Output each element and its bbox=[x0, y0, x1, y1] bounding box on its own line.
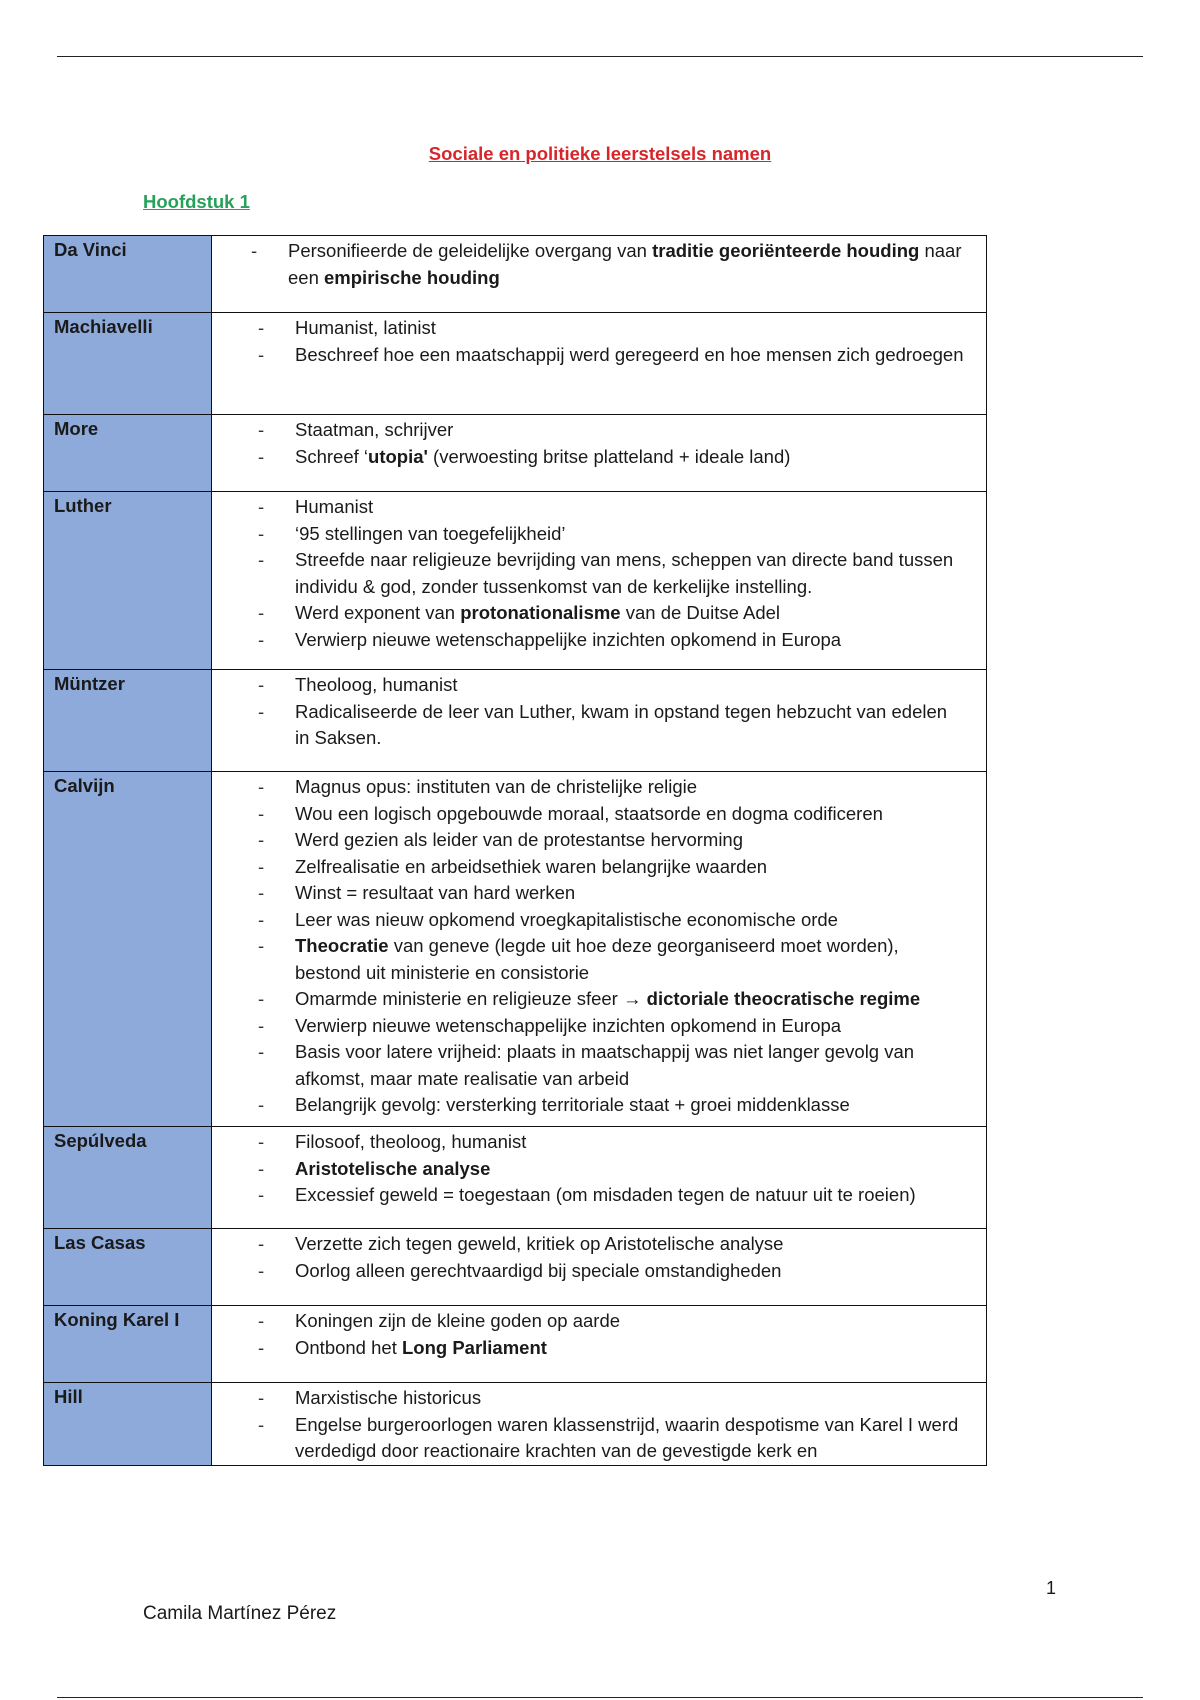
person-name: Koning Karel I bbox=[44, 1306, 212, 1383]
bullet-item bbox=[212, 699, 966, 752]
person-name: Hill bbox=[44, 1383, 212, 1466]
description-cell bbox=[212, 415, 987, 492]
description-cell bbox=[212, 492, 987, 670]
bullet-item bbox=[212, 880, 966, 907]
page-number: 1 bbox=[1046, 1578, 1057, 1598]
bullet-list bbox=[212, 672, 966, 752]
bullet-text: Engelse burgeroorlogen waren klassenstrijd, waarin despotisme van Karel I werd verdedigd door reactionaire krachten van de gevestigde kerk en bbox=[295, 1413, 959, 1461]
bullet-item bbox=[212, 1129, 966, 1156]
bullet-text: ‘95 stellingen van toegefelijkheid’ bbox=[295, 522, 566, 544]
bold-term: dictoriale theocratische regime bbox=[646, 988, 921, 1009]
bullet-item bbox=[212, 986, 966, 1013]
description-cell bbox=[212, 1306, 987, 1383]
bullet-item bbox=[212, 1092, 966, 1119]
bullet-text: Verzette zich tegen geweld, kritiek op Aristotelische analyse bbox=[295, 1233, 784, 1254]
names-table-body bbox=[44, 236, 987, 1466]
table-row bbox=[44, 1306, 987, 1383]
table-row bbox=[44, 772, 987, 1127]
bullet-item bbox=[212, 1335, 966, 1362]
bold-term: Aristotelische analyse bbox=[295, 1157, 491, 1179]
bullet-text: (verwoesting britse platteland + ideale land) bbox=[427, 445, 791, 467]
bullet-list bbox=[212, 494, 966, 653]
person-name: More bbox=[44, 415, 212, 492]
bullet-item bbox=[212, 547, 966, 600]
bullet-text: van geneve (legde uit hoe deze georganiseerd moet worden), bestond uit ministerie en consistorie bbox=[295, 935, 899, 983]
bullet-text: Winst = resultaat van hard werken bbox=[295, 882, 576, 903]
bullet-text: Oorlog alleen gerechtvaardigd bij speciale omstandigheden bbox=[295, 1259, 782, 1281]
description-cell bbox=[212, 1229, 987, 1306]
bullet-item bbox=[212, 494, 966, 521]
description-cell bbox=[212, 313, 987, 415]
bullet-text: Basis voor latere vrijheid: plaats in maatschappij was niet langer gevolg van afkomst, maar mate realisatie van arbeid bbox=[295, 1041, 915, 1089]
bullet-item bbox=[212, 672, 966, 699]
footer-rule bbox=[57, 1697, 1143, 1698]
bullet-item bbox=[212, 1412, 966, 1465]
description-cell bbox=[212, 236, 987, 313]
table-row bbox=[44, 492, 987, 670]
bullet-item bbox=[212, 417, 966, 444]
table-row bbox=[44, 1229, 987, 1306]
bullet-item bbox=[212, 827, 966, 854]
bullet-item bbox=[212, 1156, 966, 1183]
bullet-text: Schreef ‘ bbox=[295, 445, 369, 467]
bullet-item bbox=[205, 238, 966, 291]
table-row bbox=[44, 670, 987, 772]
bullet-list bbox=[212, 1129, 966, 1209]
person-name: Luther bbox=[44, 492, 212, 670]
person-name: Las Casas bbox=[44, 1229, 212, 1306]
bullet-item bbox=[212, 600, 966, 627]
bullet-item bbox=[212, 774, 966, 801]
description-cell bbox=[212, 1127, 987, 1229]
bullet-item bbox=[212, 521, 966, 548]
bold-term: Theocratie bbox=[295, 935, 389, 956]
bullet-text: Ontbond het bbox=[295, 1336, 402, 1358]
bold-term: utopia' bbox=[368, 445, 428, 467]
bullet-text: Filosoof, theoloog, humanist bbox=[295, 1131, 527, 1152]
bullet-text: Excessief geweld = toegestaan (om misdaden tegen de natuur uit te roeien) bbox=[295, 1184, 916, 1205]
header-rule bbox=[57, 56, 1143, 57]
bullet-text: Koningen zijn de kleine goden op aarde bbox=[295, 1310, 621, 1331]
bullet-item bbox=[212, 1308, 966, 1335]
bullet-text: Verwierp nieuwe wetenschappelijke inzichten opkomend in Europa bbox=[295, 628, 842, 650]
bullet-text: Omarmde ministerie en religieuze sfeer → bbox=[295, 988, 647, 1009]
bullet-list bbox=[212, 315, 966, 368]
bullet-list bbox=[212, 1385, 966, 1465]
bullet-list bbox=[212, 774, 966, 1119]
bullet-item bbox=[212, 342, 966, 369]
bullet-item bbox=[212, 1385, 966, 1412]
bullet-text: Personifieerde de geleidelijke overgang van bbox=[288, 240, 653, 261]
bullet-item bbox=[212, 933, 966, 986]
bullet-item bbox=[212, 854, 966, 881]
bullet-text: Magnus opus: instituten van de christelijke religie bbox=[295, 776, 698, 797]
bullet-item bbox=[212, 1258, 966, 1285]
person-name: Sepúlveda bbox=[44, 1127, 212, 1229]
bullet-text: Zelfrealisatie en arbeidsethiek waren belangrijke waarden bbox=[295, 855, 768, 877]
bullet-item bbox=[212, 627, 966, 654]
bullet-item bbox=[212, 801, 966, 828]
bullet-text: Verwierp nieuwe wetenschappelijke inzichten opkomend in Europa bbox=[295, 1014, 842, 1036]
description-cell bbox=[212, 772, 987, 1127]
bullet-text: Marxistische historicus bbox=[295, 1387, 482, 1408]
bullet-text: Wou een logisch opgebouwde moraal, staatsorde en dogma codificeren bbox=[295, 802, 883, 824]
bullet-text: Humanist bbox=[295, 496, 374, 517]
bullet-text: van de Duitse Adel bbox=[620, 602, 781, 623]
bullet-item bbox=[212, 1231, 966, 1258]
bullet-item bbox=[212, 907, 966, 934]
table-row bbox=[44, 236, 987, 313]
bold-term: traditie georiënteerde houding bbox=[652, 240, 920, 261]
bullet-item bbox=[212, 1039, 966, 1092]
table-row bbox=[44, 1127, 987, 1229]
bullet-item bbox=[212, 444, 966, 471]
table-row bbox=[44, 415, 987, 492]
chapter-heading: Hoofdstuk 1 bbox=[143, 191, 250, 212]
bullet-text: Streefde naar religieuze bevrijding van mens, scheppen van directe band tussen individu & god, zonder tussenkomst van de kerkelijke instelling. bbox=[295, 549, 954, 597]
table-row bbox=[44, 1383, 987, 1466]
bullet-text: Werd gezien als leider van de protestantse hervorming bbox=[295, 829, 744, 850]
document-title: Sociale en politieke leerstelsels namen bbox=[428, 143, 772, 164]
description-cell bbox=[212, 1383, 987, 1466]
footer-author: Camila Martínez Pérez bbox=[143, 1603, 337, 1624]
bullet-text: Beschreef hoe een maatschappij werd geregeerd en hoe mensen zich gedroegen bbox=[295, 343, 964, 365]
bullet-text: Radicaliseerde de leer van Luther, kwam in opstand tegen hebzucht van edelen in Saksen. bbox=[295, 700, 948, 748]
description-cell bbox=[212, 670, 987, 772]
person-name: Da Vinci bbox=[44, 236, 212, 313]
bullet-list bbox=[212, 417, 966, 470]
bullet-text: Staatman, schrijver bbox=[295, 419, 454, 440]
bold-term: Long Parliament bbox=[401, 1336, 547, 1358]
bullet-list bbox=[205, 238, 966, 291]
bullet-text: Werd exponent van bbox=[295, 602, 461, 623]
bullet-text: Theoloog, humanist bbox=[295, 674, 458, 695]
bold-term: protonationalisme bbox=[460, 602, 621, 623]
bullet-text: naar een bbox=[288, 240, 962, 288]
bullet-list bbox=[212, 1231, 966, 1284]
bullet-item bbox=[212, 1182, 966, 1209]
bullet-item bbox=[212, 315, 966, 342]
person-name: Machiavelli bbox=[44, 313, 212, 415]
bullet-item bbox=[212, 1013, 966, 1040]
person-name: Müntzer bbox=[44, 670, 212, 772]
person-name: Calvijn bbox=[44, 772, 212, 1127]
bullet-text: Humanist, latinist bbox=[295, 317, 436, 338]
bullet-text: Leer was nieuw opkomend vroegkapitalistische economische orde bbox=[295, 908, 838, 930]
table-row bbox=[44, 313, 987, 415]
names-table bbox=[43, 235, 987, 1466]
bullet-list bbox=[212, 1308, 966, 1361]
bold-term: empirische houding bbox=[324, 266, 500, 288]
bullet-text: Belangrijk gevolg: versterking territoriale staat + groei middenklasse bbox=[295, 1094, 850, 1115]
